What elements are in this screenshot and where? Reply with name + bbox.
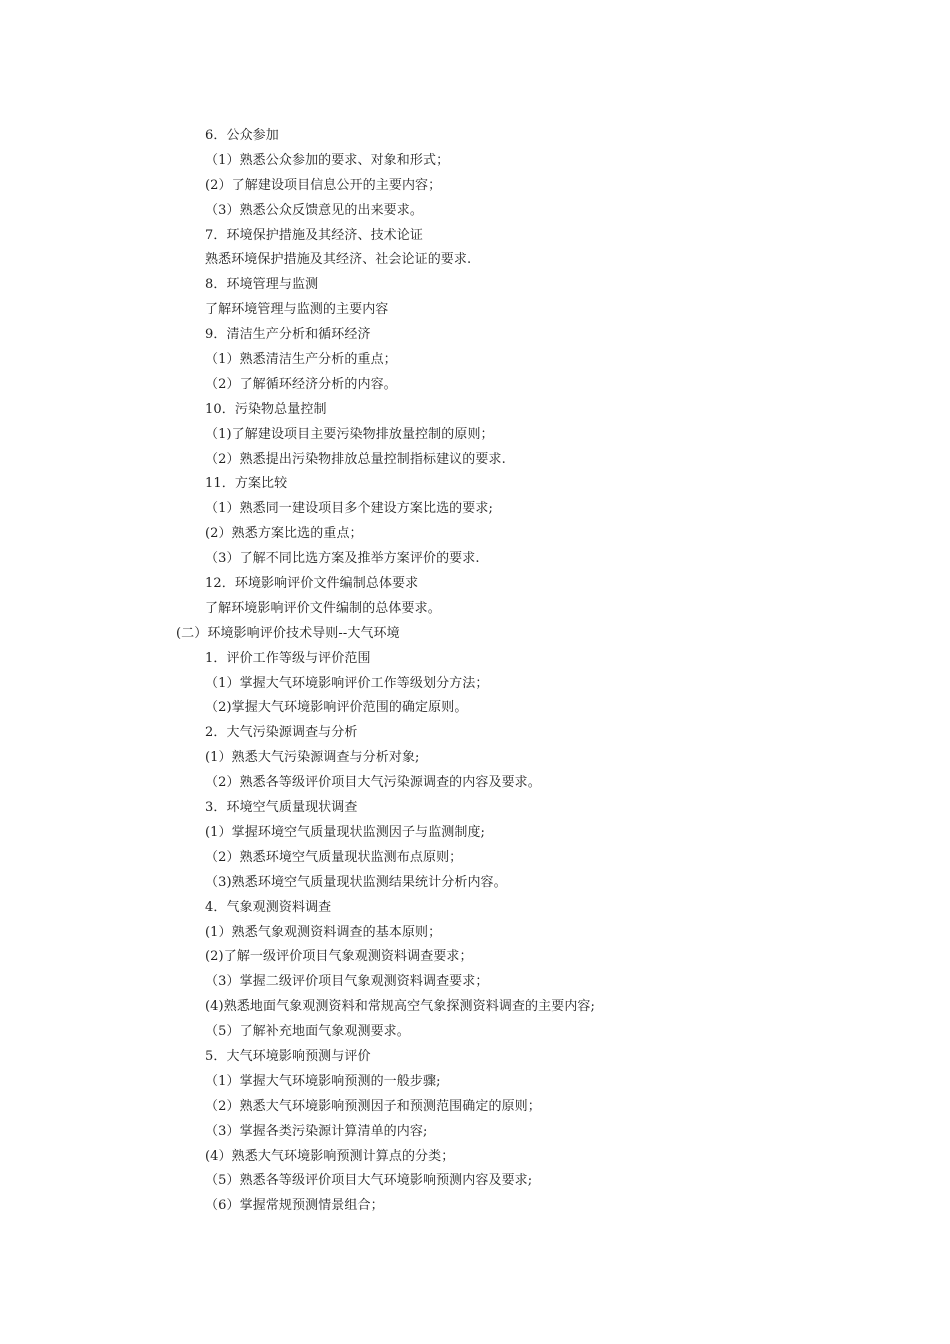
text-line: （2）熟悉环境空气质量现状监测布点原则； [205,849,463,865]
text-line: （3）掌握二级评价项目气象观测资料调查要求； [205,974,489,990]
text-line: (1）掌握环境空气质量现状监测因子与监测制度; [205,824,486,840]
text-line: (2)了解一级评价项目气象观测资料调查要求； [205,949,473,965]
text-line: （2）熟悉提出污染物排放总量控制指标建议的要求. [205,451,506,467]
text-line: 8．环境管理与监测 [205,277,319,293]
text-line: 9．清洁生产分析和循环经济 [205,327,371,343]
text-line: （2）了解循环经济分析的内容。 [205,376,397,392]
text-line: (4）熟悉大气环境影响预测计算点的分类； [205,1148,455,1164]
text-line: （3）熟悉公众反馈意见的出来要求。 [205,202,423,218]
text-line: (1）熟悉气象观测资料调查的基本原则； [205,924,442,940]
text-line: （1）熟悉同一建设项目多个建设方案比选的要求; [205,501,493,517]
text-line: （1)了解建设项目主要污染物排放量控制的原则； [205,426,494,442]
text-line: （1）熟悉公众参加的要求、对象和形式； [205,152,450,168]
document-body [0,124,950,1219]
text-line: （6）掌握常规预测情景组合； [205,1198,384,1214]
text-line: 10．污染物总量控制 [205,401,327,417]
text-line: （5）了解补充地面气象观测要求。 [205,1024,410,1040]
text-line: (2）熟悉方案比选的重点； [205,526,363,542]
text-line: 12．环境影响评价文件编制总体要求 [205,576,419,592]
text-line: （1）掌握大气环境影响评价工作等级划分方法； [205,675,489,691]
text-line: 了解环境管理与监测的主要内容 [205,302,389,318]
text-line: （1）熟悉清洁生产分析的重点； [205,352,397,368]
text-line: （2)掌握大气环境影响评价范围的确定原则。 [205,700,468,716]
text-line: 5．大气环境影响预测与评价 [205,1048,371,1064]
text-line: 2．大气污染源调查与分析 [205,725,358,741]
text-line: （3)熟悉环境空气质量现状监测结果统计分析内容。 [205,874,507,890]
text-line: 11．方案比较 [205,476,288,492]
text-line: （2）熟悉大气环境影响预测因子和预测范围确定的原则； [205,1098,541,1114]
text-line: 3．环境空气质量现状调查 [205,800,358,816]
text-line: (1）熟悉大气污染源调查与分析对象; [205,750,420,766]
text-line: 1．评价工作等级与评价范围 [205,650,371,666]
section-heading: (二）环境影响评价技术导则--大气环境 [176,625,400,641]
text-line: （3）了解不同比选方案及推举方案评价的要求. [205,551,480,567]
text-line: （1）掌握大气环境影响预测的一般步骤; [205,1073,441,1089]
text-line: （3）掌握各类污染源计算清单的内容; [205,1123,428,1139]
text-line: 了解环境影响评价文件编制的总体要求。 [205,600,441,616]
text-line: (4)熟悉地面气象观测资料和常规高空气象探测资料调查的主要内容; [205,999,595,1015]
text-line: (2）了解建设项目信息公开的主要内容； [205,177,442,193]
text-line: （5）熟悉各等级评价项目大气环境影响预测内容及要求; [205,1173,533,1189]
text-line: 4．气象观测资料调查 [205,899,332,915]
text-line: （2）熟悉各等级评价项目大气污染源调查的内容及要求。 [205,775,541,791]
text-line: 7．环境保护措施及其经济、技术论证 [205,227,423,243]
text-line: 熟悉环境保护措施及其经济、社会论证的要求. [205,252,472,268]
text-line: 6．公众参加 [205,128,279,143]
